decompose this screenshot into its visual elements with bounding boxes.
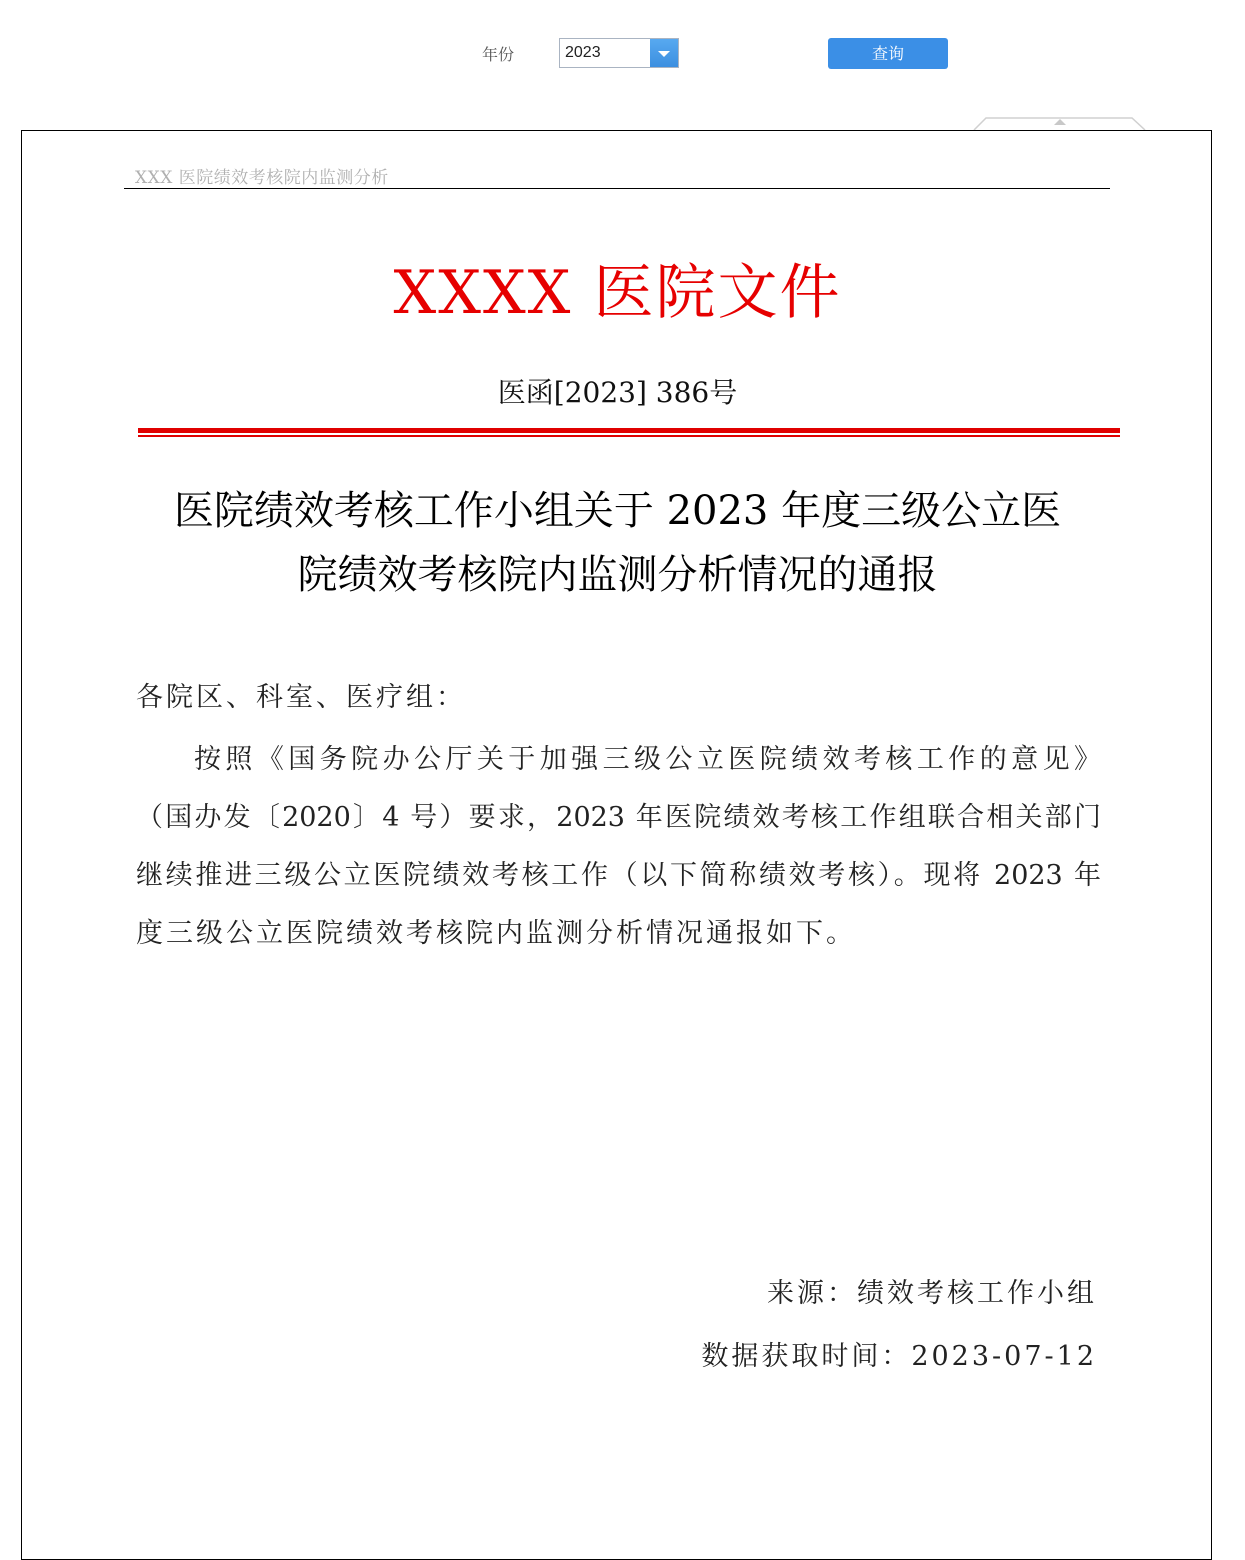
- source-line: 来源：绩效考核工作小组: [767, 1278, 1097, 1309]
- year-label: 年份: [482, 45, 515, 64]
- body-line: （国办发〔2020〕4 号）要求，2023 年医院绩效考核工作组联合相关部门: [136, 802, 1101, 833]
- document-title: [130, 479, 1105, 607]
- salutation: 各院区、科室、医疗组：: [136, 682, 466, 713]
- document-issuer-title: XXXX 医院文件: [393, 258, 842, 328]
- year-select[interactable]: [559, 38, 679, 68]
- document-title-line: 院绩效考核院内监测分析情况的通报: [297, 552, 938, 598]
- body-paragraph: [136, 731, 1101, 963]
- page-tab-shape: [972, 116, 1147, 130]
- body-line: 按照《国务院办公厅关于加强三级公立医院绩效考核工作的意见》: [194, 744, 1101, 775]
- running-header: XXX 医院绩效考核院内监测分析: [135, 168, 389, 188]
- red-divider-thin: [138, 435, 1120, 437]
- chevron-down-icon[interactable]: [650, 39, 678, 67]
- document-page: [21, 130, 1212, 1560]
- data-fetch-time: 数据获取时间：2023-07-12: [701, 1341, 1097, 1372]
- document-title-line: 医院绩效考核工作小组关于 2023 年度三级公立医: [173, 488, 1062, 534]
- red-divider-thick: [138, 428, 1120, 433]
- toolbar: [0, 0, 1245, 110]
- year-select-value: 2023: [565, 44, 601, 61]
- document-number: 医函[2023] 386号: [497, 376, 738, 409]
- query-button[interactable]: 查询: [828, 38, 948, 69]
- body-line: 度三级公立医院绩效考核院内监测分析情况通报如下。: [136, 918, 856, 949]
- body-line: 继续推进三级公立医院绩效考核工作（以下简称绩效考核）。现将 2023 年: [136, 860, 1101, 891]
- header-divider: [124, 188, 1110, 189]
